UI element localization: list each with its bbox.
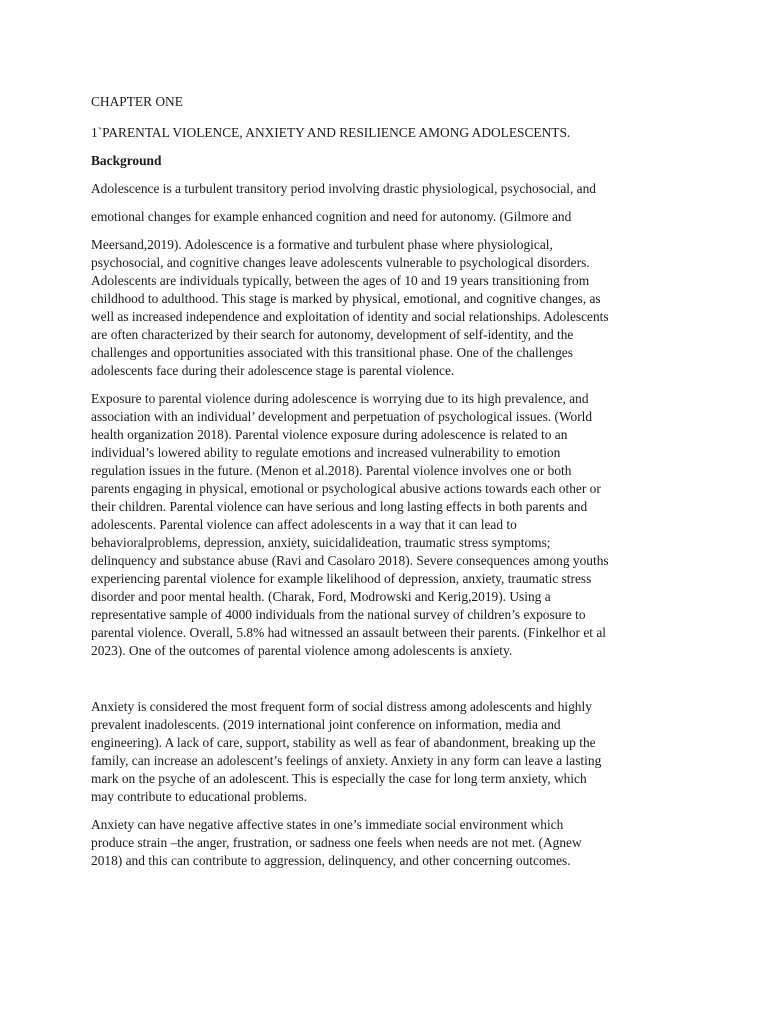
paragraph-2 <box>91 390 663 660</box>
chapter-title: 1`PARENTAL VIOLENCE, ANXIETY AND RESILIENCE AMONG ADOLESCENTS. <box>91 125 571 140</box>
text-line: representative sample of 4000 individuals from the national survey of children’s exposure to <box>91 607 586 622</box>
text-line: prevalent inadolescents. (2019 international joint conference on information, media and <box>91 717 561 732</box>
text-line: health organization 2018). Parental violence exposure during adolescence is related to an <box>91 427 568 442</box>
text-line: Meersand,2019). Adolescence is a formative and turbulent phase where physiological, <box>91 237 553 252</box>
text-line: individual’s lowered ability to regulate emotions and increased vulnerability to emotion <box>91 445 561 460</box>
text-line: Adolescents are individuals typically, between the ages of 10 and 19 years transitioning from <box>91 273 590 288</box>
text-line: psychosocial, and cognitive changes leave adolescents vulnerable to psychological disorders. <box>91 255 590 270</box>
paragraph-3 <box>91 698 663 806</box>
text-line: delinquency and substance abuse (Ravi and Casolaro 2018). Severe consequences among youths <box>91 553 609 568</box>
text-line: Anxiety is considered the most frequent form of social distress among adolescents and highly <box>91 699 592 714</box>
text-line: challenges and opportunities associated with this transitional phase. One of the challenges <box>91 345 573 360</box>
paragraph-4 <box>91 816 663 870</box>
text-line: are often characterized by their search for autonomy, development of self-identity, and the <box>91 327 574 342</box>
text-line: may contribute to educational problems. <box>91 789 308 804</box>
text-line: 2023). One of the outcomes of parental violence among adolescents is anxiety. <box>91 643 513 658</box>
text-line: Anxiety can have negative affective states in one’s immediate social environment which <box>91 817 564 832</box>
text-line: family, can increase an adolescent’s feelings of anxiety. Anxiety in any form can leave a lasting <box>91 753 602 768</box>
section-heading: Background <box>91 153 162 168</box>
text-line: parents engaging in physical, emotional or psychological abusive actions towards each other or <box>91 481 601 496</box>
text-line: emotional changes for example enhanced cognition and need for autonomy. (Gilmore and <box>91 209 572 224</box>
text-line: behavioralproblems, depression, anxiety, suicidalideation, traumatic stress symptoms; <box>91 535 551 550</box>
text-line: experiencing parental violence for example likelihood of depression, anxiety, traumatic stress <box>91 571 592 586</box>
text-line: adolescents. Parental violence can affect adolescents in a way that it can lead to <box>91 517 517 532</box>
text-line: regulation issues in the future. (Menon et al.2018). Parental violence involves one or both <box>91 463 572 478</box>
text-line: childhood to adulthood. This stage is marked by physical, emotional, and cognitive changes, as <box>91 291 601 306</box>
text-line: mark on the psyche of an adolescent. This is especially the case for long term anxiety, which <box>91 771 587 786</box>
paragraph-1 <box>91 236 663 380</box>
text-line: well as increased independence and exploitation of identity and social relationships. Adolescents <box>91 309 609 324</box>
text-line: parental violence. Overall, 5.8% had witnessed an assault between their parents. (Finkelhor et al <box>91 625 606 640</box>
chapter-label: CHAPTER ONE <box>91 94 183 109</box>
text-line: engineering). A lack of care, support, stability as well as fear of abandonment, breaking up the <box>91 735 596 750</box>
text-line: Adolescence is a turbulent transitory period involving drastic physiological, psychosocial, and <box>91 181 597 196</box>
text-line: their children. Parental violence can have serious and long lasting effects in both parents and <box>91 499 588 514</box>
intro-double-spaced <box>91 180 663 236</box>
text-line: produce strain –the anger, frustration, or sadness one feels when needs are not met. (Agnew <box>91 835 582 850</box>
text-line: Exposure to parental violence during adolescence is worrying due to its high prevalence, and <box>91 391 589 406</box>
text-line: association with an individual’ development and perpetuation of psychological issues. (World <box>91 409 593 424</box>
text-line: 2018) and this can contribute to aggression, delinquency, and other concerning outcomes. <box>91 853 571 868</box>
text-line: disorder and poor mental health. (Charak, Ford, Modrowski and Kerig,2019). Using a <box>91 589 551 604</box>
document-page <box>91 93 663 870</box>
text-line: adolescents face during their adolescence stage is parental violence. <box>91 363 455 378</box>
